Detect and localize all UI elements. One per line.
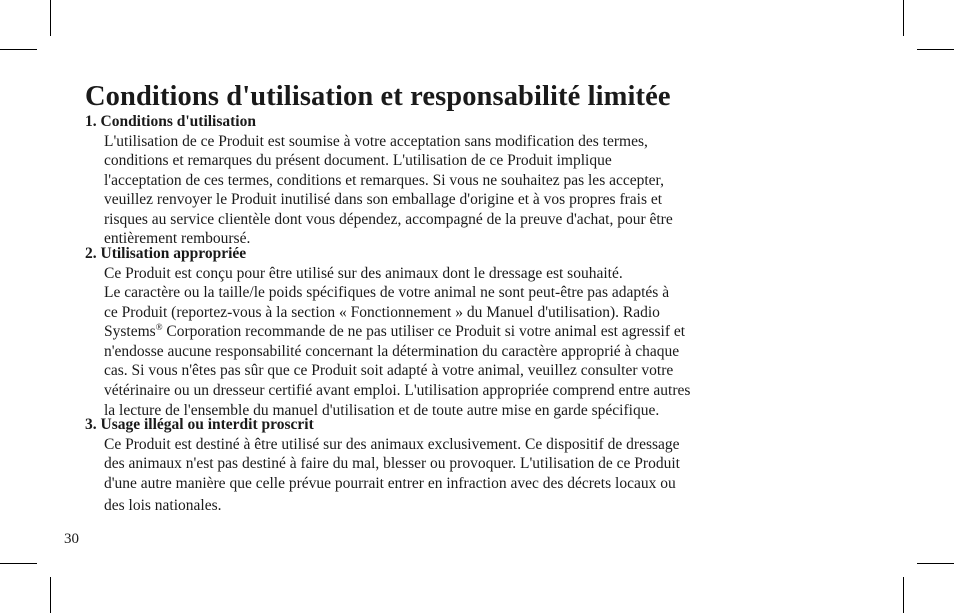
crop-mark (0, 563, 37, 564)
body-line: risques au service clientèle dont vous dépendez, accompagné de la preuve d'achat, pour être (104, 210, 673, 228)
section-proper-use (85, 244, 885, 420)
page-number: 30 (64, 531, 79, 547)
body-line: des animaux n'est pas destiné à faire du mal, blesser ou provoquer. L'utilisation de ce Produit (104, 455, 680, 473)
crop-mark (903, 577, 904, 613)
body-line: Ce Produit est destiné à être utilisé sur des animaux exclusivement. Ce dispositif de dressage (104, 435, 680, 453)
section-illegal-use (85, 415, 885, 516)
body-line: l'acceptation de ces termes, conditions et remarques. Si vous ne souhaitez pas les accepter, (104, 171, 664, 189)
registered-mark: ® (155, 322, 163, 333)
body-line: veuillez renvoyer le Produit inutilisé dans son emballage d'origine et à vos propres frais et (104, 191, 663, 209)
section-heading: 1. Conditions d'utilisation (85, 113, 256, 130)
page-title: Conditions d'utilisation et responsabilité limitée (85, 81, 671, 112)
body-line: cas. Si vous n'êtes pas sûr que ce Produit soit adapté à votre animal, veuillez consulter votre (104, 362, 674, 380)
section-heading: 3. Usage illégal ou interdit proscrit (85, 416, 314, 433)
body-line-text: Corporation recommande de ne pas utiliser ce Produit si votre animal est agressif et (166, 323, 686, 341)
crop-mark (50, 577, 51, 613)
body-line: Le caractère ou la taille/le poids spécifiques de votre animal ne sont peut-être pas adaptés à (104, 284, 670, 302)
section-heading: 2. Utilisation appropriée (85, 245, 247, 262)
crop-mark (0, 49, 37, 50)
body-line: la lecture de l'ensemble du manuel d'utilisation et de toute autre mise en garde spécifique. (104, 401, 660, 419)
body-line: entièrement remboursé. (104, 230, 251, 248)
body-line: n'endosse aucune responsabilité concernant la détermination du caractère approprié à chaque (104, 342, 680, 360)
body-line: L'utilisation de ce Produit est soumise à votre acceptation sans modification des termes, (104, 132, 648, 150)
body-line: conditions et remarques du présent document. L'utilisation de ce Produit implique (104, 152, 612, 170)
crop-mark (917, 563, 954, 564)
body-line (104, 322, 885, 342)
body-line: des lois nationales. (104, 497, 222, 515)
company-name-prefix: Systems (104, 323, 156, 341)
crop-mark (903, 0, 904, 36)
body-line: ce Produit (reportez-vous à la section « Fonctionnement » du Manuel d'utilisation). Radio (104, 303, 660, 321)
section-body (104, 264, 885, 421)
crop-mark (917, 49, 954, 50)
body-line: vétérinaire ou un dresseur certifié avant emploi. L'utilisation appropriée comprend entre autres (104, 382, 691, 400)
section-conditions (85, 112, 885, 249)
crop-mark (50, 0, 51, 36)
section-body (104, 132, 885, 250)
body-line: Ce Produit est conçu pour être utilisé sur des animaux dont le dressage est souhaité. (104, 264, 623, 282)
body-line: d'une autre manière que celle prévue pourrait entrer en infraction avec des décrets locaux ou (104, 474, 676, 492)
section-body (104, 435, 885, 516)
